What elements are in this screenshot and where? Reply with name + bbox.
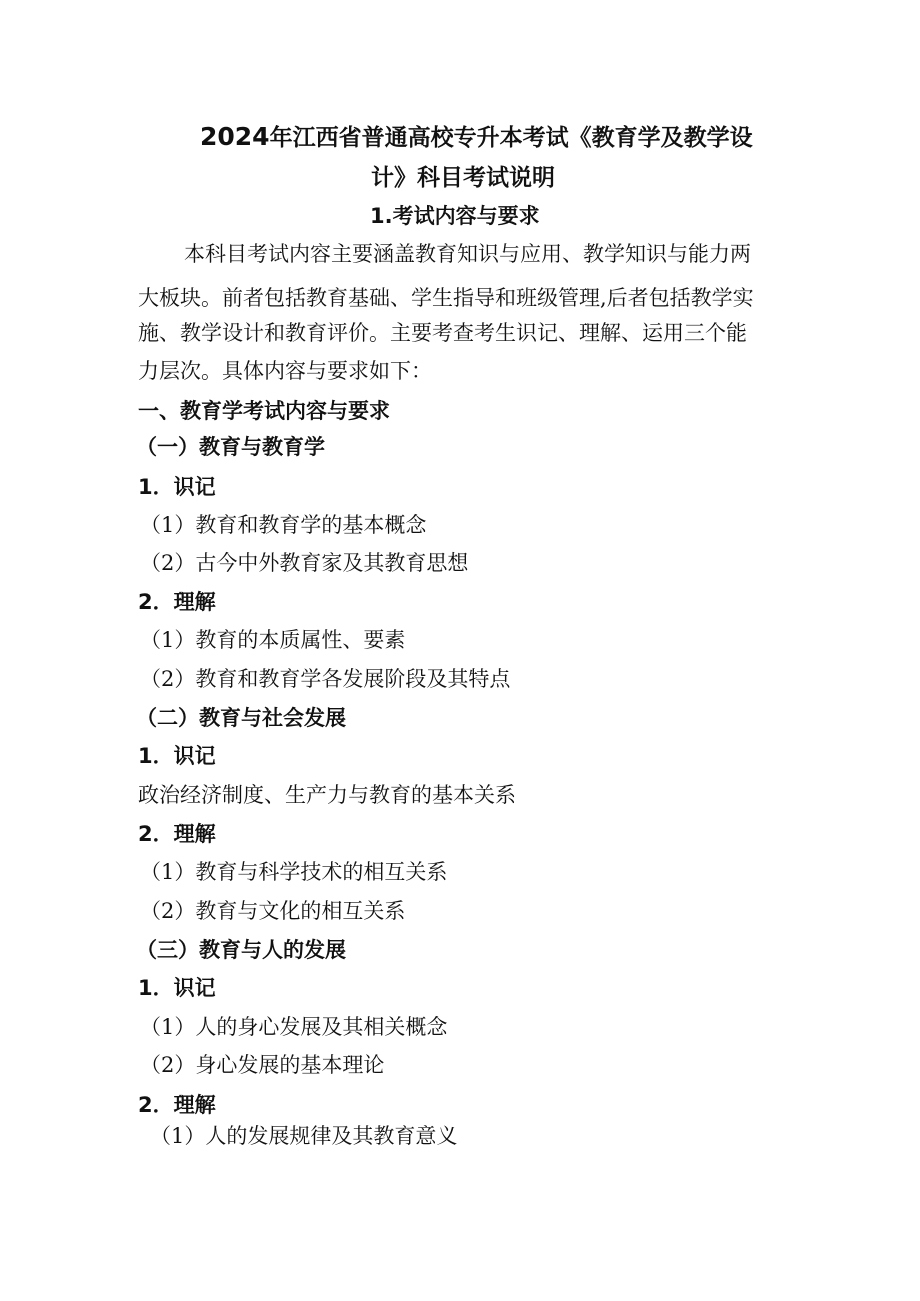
section-2-group-1-item-1: 政治经济制度、生产力与教育的基本关系 — [138, 783, 516, 807]
section-heading: 1.考试内容与要求 — [370, 204, 540, 228]
section-3-group-1-item-2: （2）身心发展的基本理论 — [140, 1053, 385, 1077]
section-1-group-1-label: 1．识记 — [138, 475, 216, 499]
intro-line-3: 施、教学设计和教育评价。主要考查考生识记、理解、运用三个能 — [138, 321, 747, 345]
part-heading: 一、教育学考试内容与要求 — [138, 399, 390, 423]
section-2-group-2-item-1: （1）教育与科学技术的相互关系 — [140, 860, 448, 884]
section-3-group-2-label: 2．理解 — [138, 1093, 216, 1117]
section-2-group-2-label: 2．理解 — [138, 822, 216, 846]
section-3-group-1-item-1: （1）人的身心发展及其相关概念 — [140, 1015, 448, 1039]
section-2-group-2-item-2: （2）教育与文化的相互关系 — [140, 899, 406, 923]
title-year: 2024 — [200, 122, 270, 151]
section-3-group-2-item-1: （1）人的发展规律及其教育意义 — [150, 1124, 458, 1148]
section-1-group-2-item-1: （1）教育的本质属性、要素 — [140, 628, 406, 652]
section-1-heading: （一）教育与教育学 — [136, 435, 325, 459]
section-3-group-1-label: 1．识记 — [138, 976, 216, 1000]
document-title-line-1 — [200, 122, 753, 153]
section-1-group-1-item-2: （2）古今中外教育家及其教育思想 — [140, 551, 469, 575]
intro-line-2: 大板块。前者包括教育基础、学生指导和班级管理,后者包括教学实 — [138, 286, 754, 310]
document-title-line-2: 计》科目考试说明 — [371, 165, 555, 191]
intro-line-1: 本科目考试内容主要涵盖教育知识与应用、教学知识与能力两 — [184, 242, 751, 266]
section-2-heading: （二）教育与社会发展 — [136, 706, 346, 730]
section-3-heading: （三）教育与人的发展 — [136, 938, 346, 962]
section-1-group-2-label: 2．理解 — [138, 590, 216, 614]
section-2-group-1-label: 1．识记 — [138, 744, 216, 768]
intro-line-4: 力层次。具体内容与要求如下： — [138, 359, 432, 383]
title-text: 年江西省普通高校专升本考试《教育学及教学设 — [269, 125, 753, 151]
section-1-group-2-item-2: （2）教育和教育学各发展阶段及其特点 — [140, 667, 511, 691]
section-1-group-1-item-1: （1）教育和教育学的基本概念 — [140, 513, 427, 537]
